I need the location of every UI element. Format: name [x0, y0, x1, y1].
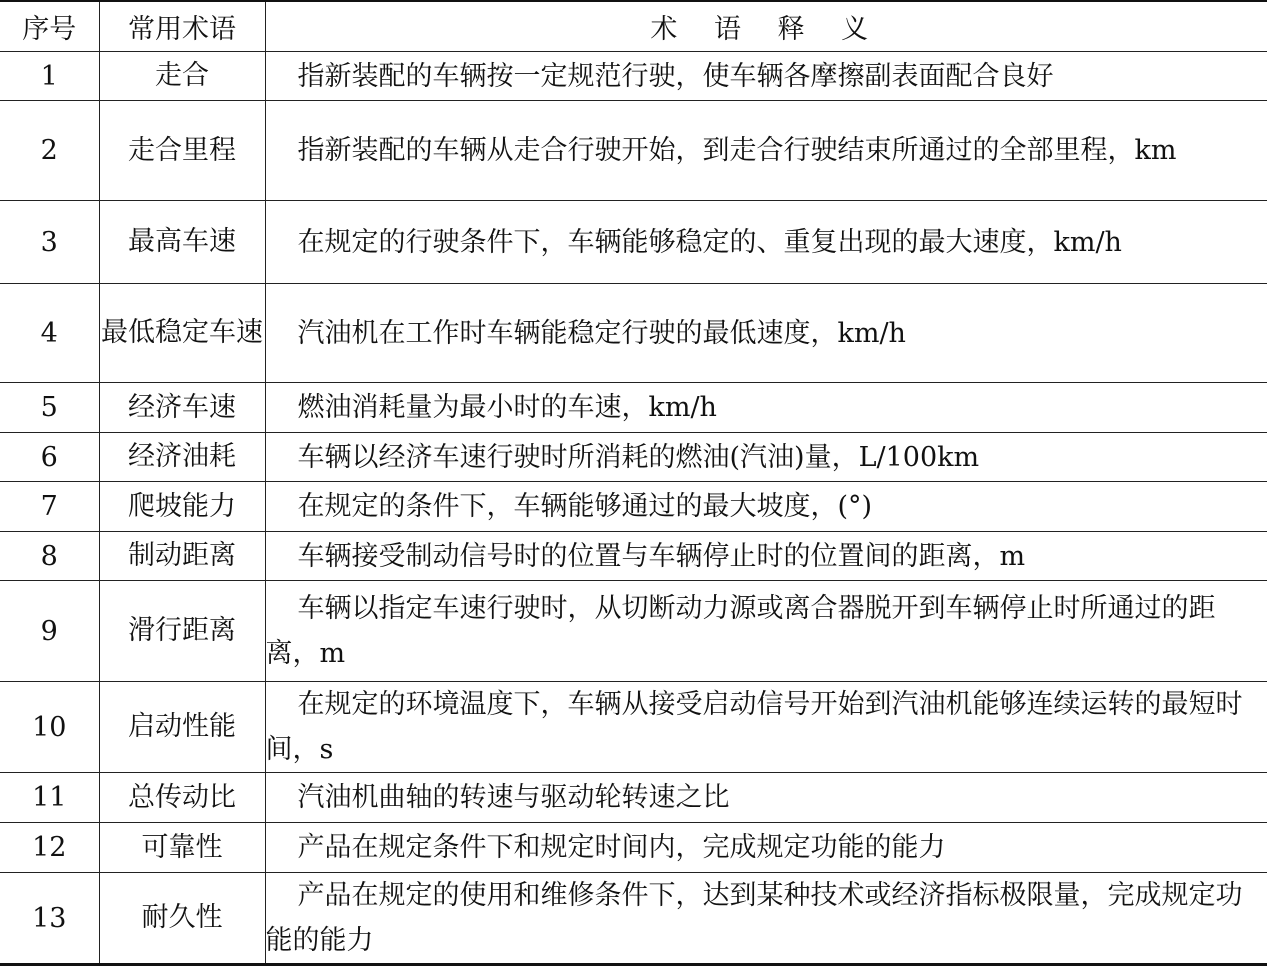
row-term: 经济油耗 [99, 433, 265, 482]
header-no: 序号 [0, 1, 99, 52]
table-row [0, 101, 1267, 201]
table-row [0, 532, 1267, 581]
row-definition: 车辆接受制动信号时的位置与车辆停止时的位置间的距离，m [265, 532, 1267, 581]
table-row [0, 482, 1267, 532]
table-row [0, 201, 1267, 284]
row-number: 8 [0, 532, 99, 581]
table-body [0, 52, 1267, 965]
row-term: 可靠性 [99, 823, 265, 873]
row-number: 6 [0, 433, 99, 482]
row-term: 经济车速 [99, 383, 265, 433]
row-term: 最高车速 [99, 201, 265, 284]
row-definition: 在规定的环境温度下，车辆从接受启动信号开始到汽油机能够连续运转的最短时间，s [265, 682, 1267, 773]
row-number: 2 [0, 101, 99, 201]
table-row [0, 823, 1267, 873]
table-row [0, 52, 1267, 101]
table-header [0, 1, 1267, 52]
row-definition: 指新装配的车辆按一定规范行驶，使车辆各摩擦副表面配合良好 [265, 52, 1267, 101]
header-row [0, 1, 1267, 52]
row-term: 最低稳定车速 [99, 284, 265, 383]
row-definition: 产品在规定的使用和维修条件下，达到某种技术或经济指标极限量，完成规定功能的能力 [265, 873, 1267, 965]
row-term: 总传动比 [99, 773, 265, 823]
row-term: 耐久性 [99, 873, 265, 965]
row-term: 制动距离 [99, 532, 265, 581]
row-definition: 产品在规定条件下和规定时间内，完成规定功能的能力 [265, 823, 1267, 873]
table-row [0, 383, 1267, 433]
header-definition: 术 语 释 义 [265, 1, 1267, 52]
table-row [0, 682, 1267, 773]
table-row [0, 773, 1267, 823]
row-term: 爬坡能力 [99, 482, 265, 532]
row-definition: 在规定的条件下，车辆能够通过的最大坡度，(°) [265, 482, 1267, 532]
header-term: 常用术语 [99, 1, 265, 52]
row-definition: 车辆以经济车速行驶时所消耗的燃油(汽油)量，L/100km [265, 433, 1267, 482]
row-definition: 在规定的行驶条件下，车辆能够稳定的、重复出现的最大速度，km/h [265, 201, 1267, 284]
table-row [0, 873, 1267, 965]
row-number: 7 [0, 482, 99, 532]
row-term: 启动性能 [99, 682, 265, 773]
row-number: 12 [0, 823, 99, 873]
row-number: 3 [0, 201, 99, 284]
row-definition: 指新装配的车辆从走合行驶开始，到走合行驶结束所通过的全部里程，km [265, 101, 1267, 201]
row-term: 走合 [99, 52, 265, 101]
row-number: 9 [0, 581, 99, 682]
row-number: 10 [0, 682, 99, 773]
row-definition: 车辆以指定车速行驶时，从切断动力源或离合器脱开到车辆停止时所通过的距离，m [265, 581, 1267, 682]
row-number: 13 [0, 873, 99, 965]
row-number: 1 [0, 52, 99, 101]
row-definition: 汽油机在工作时车辆能稳定行驶的最低速度，km/h [265, 284, 1267, 383]
row-term: 滑行距离 [99, 581, 265, 682]
table-row [0, 433, 1267, 482]
table-row [0, 581, 1267, 682]
row-definition: 汽油机曲轴的转速与驱动轮转速之比 [265, 773, 1267, 823]
row-term: 走合里程 [99, 101, 265, 201]
table-row [0, 284, 1267, 383]
row-number: 11 [0, 773, 99, 823]
row-number: 4 [0, 284, 99, 383]
row-definition: 燃油消耗量为最小时的车速，km/h [265, 383, 1267, 433]
row-number: 5 [0, 383, 99, 433]
